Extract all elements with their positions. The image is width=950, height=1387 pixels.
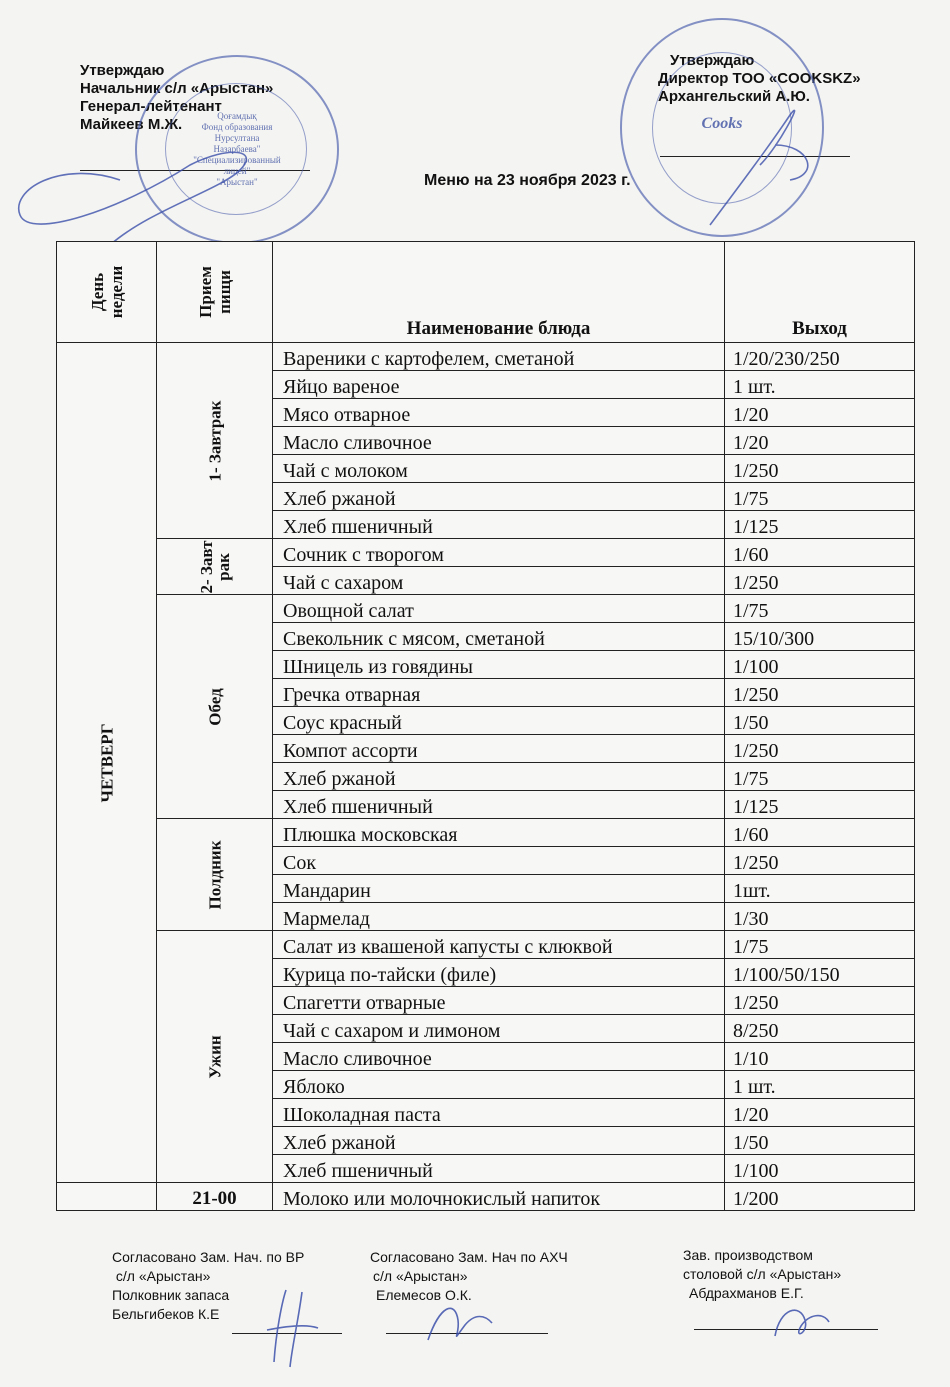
approval-left-line: Начальник с/л «Арыстан» (80, 80, 274, 97)
table-header-row (57, 242, 915, 343)
dish-output: 1 шт. (725, 371, 915, 399)
approval-left-line: Генерал-лейтенант (80, 98, 222, 115)
approval-right-line: Утверждаю (670, 52, 755, 69)
dish-name: Соус красный (273, 707, 725, 735)
dish-name: Гречка отварная (273, 679, 725, 707)
dish-name: Курица по-тайски (филе) (273, 959, 725, 987)
header-meal-label: Прием пищи (195, 266, 234, 318)
meal-cell (157, 539, 273, 595)
dish-output: 1/250 (725, 679, 915, 707)
approval-right-line: Архангельский А.Ю. (658, 88, 810, 105)
footer-line: Согласовано Зам. Нач по АХЧ (370, 1249, 568, 1265)
approval-left-line: Майкеев М.Ж. (80, 116, 183, 133)
stamp-text: Нурсултана (214, 133, 260, 143)
dish-output: 1/30 (725, 903, 915, 931)
stamp-text: Фонд образования (201, 122, 273, 132)
footer-line: Полковник запаса (112, 1287, 230, 1303)
dish-output: 1/75 (725, 763, 915, 791)
dish-output: 8/250 (725, 1015, 915, 1043)
header-meal (157, 242, 273, 343)
approval-right-line: Директор ТОО «COOKSKZ» (658, 70, 861, 87)
dish-output: 1 шт. (725, 1071, 915, 1099)
meal-cell (157, 343, 273, 539)
header-output: Выход (725, 242, 915, 343)
table-row-last (57, 1183, 915, 1211)
dish-name: Молоко или молочнокислый напиток (273, 1183, 725, 1211)
dish-output: 1/100 (725, 1155, 915, 1183)
dish-name: Масло сливочное (273, 1043, 725, 1071)
dish-output: 1/60 (725, 539, 915, 567)
header-day-label: День недели (87, 265, 126, 319)
dish-name: Яблоко (273, 1071, 725, 1099)
dish-name: Свекольник с мясом, сметаной (273, 623, 725, 651)
footer-line: Согласовано Зам. Нач. по ВР (112, 1249, 305, 1265)
dish-output: 1/60 (725, 819, 915, 847)
dish-name: Салат из квашеной капусты с клюквой (273, 931, 725, 959)
meal-cell (157, 595, 273, 819)
dish-output: 1/250 (725, 847, 915, 875)
dish-name: Вареники с картофелем, сметаной (273, 343, 725, 371)
signature-scribble-right (680, 85, 840, 245)
dish-output: 1/75 (725, 931, 915, 959)
header-day (57, 242, 157, 343)
meal-label: 1- Завтрак (205, 400, 224, 481)
footer-line: с/л «Арыстан» (373, 1268, 468, 1284)
footer-line: Елемесов О.К. (376, 1287, 472, 1303)
dish-output: 1/100 (725, 651, 915, 679)
meal-time: 21-00 (157, 1183, 273, 1211)
dish-output: 1/200 (725, 1183, 915, 1211)
dish-name: Мандарин (273, 875, 725, 903)
footer-line: с/л «Арыстан» (112, 1268, 211, 1284)
stamp-text: Qоғамдық (217, 111, 257, 121)
menu-table (56, 241, 915, 1211)
stamp-logo-text: Cooks (701, 115, 743, 132)
dish-output: 15/10/300 (725, 623, 915, 651)
dish-name: Хлеб пшеничный (273, 511, 725, 539)
meal-label: Обед (205, 687, 224, 726)
dish-output: 1/50 (725, 707, 915, 735)
dish-output: 1/250 (725, 455, 915, 483)
dish-name: Чай с сахаром и лимоном (273, 1015, 725, 1043)
footer-line: столовой с/л «Арыстан» (683, 1266, 842, 1282)
footer-line: Абдрахманов Е.Г. (689, 1285, 804, 1301)
dish-output: 1шт. (725, 875, 915, 903)
dish-name: Овощной салат (273, 595, 725, 623)
dish-output: 1/75 (725, 595, 915, 623)
day-label: ЧЕТВЕРГ (97, 722, 116, 803)
dish-output: 1/20/230/250 (725, 343, 915, 371)
dish-output: 1/20 (725, 1099, 915, 1127)
dish-name: Яйцо вареное (273, 371, 725, 399)
table-row (57, 539, 915, 567)
dish-name: Чай с молоком (273, 455, 725, 483)
dish-name: Чай с сахаром (273, 567, 725, 595)
header-dish: Наименование блюда (273, 242, 725, 343)
day-cell (57, 343, 157, 1183)
dish-name: Компот ассорти (273, 735, 725, 763)
dish-name: Хлеб ржаной (273, 763, 725, 791)
signature-scribble-left (0, 120, 330, 250)
table-row (57, 343, 915, 371)
dish-output: 1/75 (725, 483, 915, 511)
signature-scribble (765, 1298, 835, 1348)
meal-cell (157, 819, 273, 931)
dish-name: Шницель из говядины (273, 651, 725, 679)
meal-label: Ужин (205, 1034, 224, 1079)
stamp-text: Назарбаева" (213, 144, 261, 154)
dish-output: 1/50 (725, 1127, 915, 1155)
dish-name: Плюшка московская (273, 819, 725, 847)
table-row (57, 819, 915, 847)
table-row (57, 595, 915, 623)
footer-line: Бельгибеков К.Е (112, 1306, 220, 1322)
approval-left-line: Утверждаю (80, 62, 165, 79)
dish-output: 1/125 (725, 511, 915, 539)
dish-output: 1/100/50/150 (725, 959, 915, 987)
dish-output: 1/20 (725, 399, 915, 427)
footer-production-head (683, 1246, 841, 1303)
meal-label: 2- Завт рак (196, 540, 233, 593)
dish-output: 1/10 (725, 1043, 915, 1071)
dish-name: Хлеб ржаной (273, 483, 725, 511)
footer-line: Зав. производством (683, 1247, 813, 1263)
dish-name: Хлеб ржаной (273, 1127, 725, 1155)
signature-scribble (262, 1282, 322, 1372)
page-title: Меню на 23 ноября 2023 г. (424, 172, 631, 189)
dish-name: Хлеб пшеничный (273, 1155, 725, 1183)
dish-output: 1/20 (725, 427, 915, 455)
stamp-text: лицей" (223, 166, 251, 176)
dish-output: 1/250 (725, 567, 915, 595)
dish-name: Мясо отварное (273, 399, 725, 427)
dish-output: 1/250 (725, 735, 915, 763)
table-row (57, 931, 915, 959)
dish-output: 1/250 (725, 987, 915, 1015)
meal-cell (157, 931, 273, 1183)
empty-cell (57, 1183, 157, 1211)
dish-name: Сочник с творогом (273, 539, 725, 567)
dish-name: Спагетти отварные (273, 987, 725, 1015)
stamp-text: "Арыстан" (216, 177, 258, 187)
dish-name: Хлеб пшеничный (273, 791, 725, 819)
dish-name: Мармелад (273, 903, 725, 931)
dish-output: 1/125 (725, 791, 915, 819)
stamp-text: "Специализированный (193, 155, 281, 165)
dish-name: Масло сливочное (273, 427, 725, 455)
dish-name: Шоколадная паста (273, 1099, 725, 1127)
signature-scribble (420, 1295, 500, 1355)
meal-label: Полдник (205, 839, 224, 910)
dish-name: Сок (273, 847, 725, 875)
